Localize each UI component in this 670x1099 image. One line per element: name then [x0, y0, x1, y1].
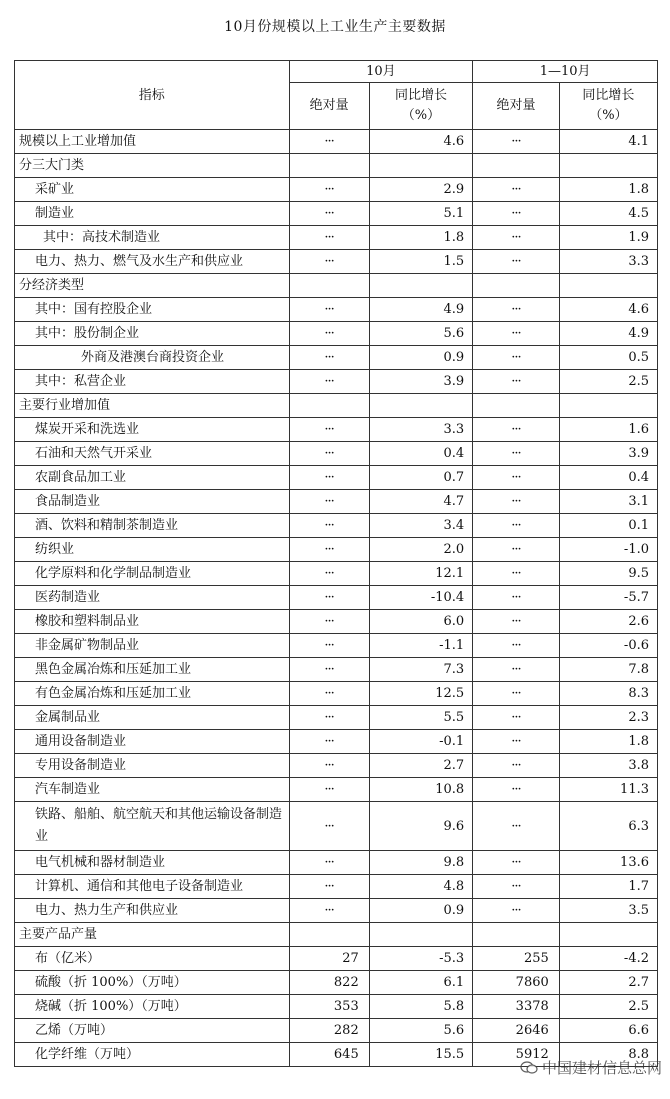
- table-row: [15, 466, 658, 490]
- row-indicator-name: 酒、饮料和精制茶制造业: [15, 514, 290, 538]
- row-indicator-name: 硫酸（折 100%）（万吨）: [15, 971, 290, 995]
- row-indicator-name: 纺织业: [15, 538, 290, 562]
- ytd-yoy-cell: -5.7: [559, 586, 657, 610]
- month-yoy-cell: -5.3: [369, 947, 472, 971]
- ytd-yoy-cell: -1.0: [559, 538, 657, 562]
- table-row: [15, 274, 658, 298]
- month-absolute-cell: [289, 274, 369, 298]
- month-absolute-cell: ···: [289, 298, 369, 322]
- ytd-absolute-cell: ···: [473, 658, 560, 682]
- row-indicator-name: 电力、热力生产和供应业: [15, 899, 290, 923]
- month-absolute-cell: ···: [289, 610, 369, 634]
- row-indicator-name: 农副食品加工业: [15, 466, 290, 490]
- row-indicator-name: 规模以上工业增加值: [15, 130, 290, 154]
- month-absolute-cell: ···: [289, 130, 369, 154]
- month-yoy-cell: 12.1: [369, 562, 472, 586]
- month-absolute-cell: ···: [289, 202, 369, 226]
- month-absolute-cell: ···: [289, 490, 369, 514]
- yoy-unit: （%）: [589, 108, 628, 123]
- row-indicator-name: 主要产品产量: [15, 923, 290, 947]
- ytd-absolute-cell: 7860: [473, 971, 560, 995]
- row-indicator-name: 铁路、船舶、航空航天和其他运输设备制造业: [15, 802, 290, 851]
- table-row: [15, 538, 658, 562]
- month-absolute-cell: ···: [289, 442, 369, 466]
- month-yoy-header: [369, 83, 472, 130]
- row-indicator-name: 主要行业增加值: [15, 394, 290, 418]
- month-yoy-cell: 0.9: [369, 346, 472, 370]
- table-row: [15, 947, 658, 971]
- month-yoy-cell: 6.1: [369, 971, 472, 995]
- ytd-yoy-cell: 8.3: [559, 682, 657, 706]
- table-row: [15, 154, 658, 178]
- ytd-absolute-cell: ···: [473, 442, 560, 466]
- table-row: [15, 586, 658, 610]
- ytd-yoy-cell: 3.1: [559, 490, 657, 514]
- ytd-yoy-cell: 1.8: [559, 178, 657, 202]
- row-indicator-name: 电气机械和器材制造业: [15, 851, 290, 875]
- ytd-yoy-header: [559, 83, 657, 130]
- watermark: [520, 1057, 662, 1078]
- ytd-absolute-cell: ···: [473, 514, 560, 538]
- table-row: [15, 802, 658, 851]
- month-yoy-cell: -0.1: [369, 730, 472, 754]
- row-indicator-name: 分三大门类: [15, 154, 290, 178]
- table-row: [15, 130, 658, 154]
- ytd-absolute-cell: [473, 154, 560, 178]
- month-absolute-cell: ···: [289, 250, 369, 274]
- ytd-yoy-cell: 0.5: [559, 346, 657, 370]
- ytd-yoy-cell: 2.5: [559, 370, 657, 394]
- ytd-absolute-cell: ···: [473, 178, 560, 202]
- month-absolute-cell: [289, 154, 369, 178]
- month-absolute-cell: 645: [289, 1043, 369, 1067]
- row-indicator-name: 橡胶和塑料制品业: [15, 610, 290, 634]
- ytd-absolute-cell: ···: [473, 202, 560, 226]
- month-yoy-cell: 5.1: [369, 202, 472, 226]
- table-row: [15, 634, 658, 658]
- ytd-absolute-cell: ···: [473, 322, 560, 346]
- ytd-absolute-cell: ···: [473, 754, 560, 778]
- table-row: [15, 490, 658, 514]
- row-indicator-name: 非金属矿物制品业: [15, 634, 290, 658]
- month-absolute-cell: ···: [289, 370, 369, 394]
- month-absolute-cell: ···: [289, 658, 369, 682]
- ytd-absolute-cell: ···: [473, 226, 560, 250]
- ytd-absolute-cell: 5912: [473, 1043, 560, 1067]
- table-row: [15, 346, 658, 370]
- ytd-yoy-cell: -4.2: [559, 947, 657, 971]
- ytd-yoy-cell: 2.5: [559, 995, 657, 1019]
- row-indicator-name: 化学纤维（万吨）: [15, 1043, 290, 1067]
- month-yoy-cell: 2.7: [369, 754, 472, 778]
- ytd-yoy-cell: 11.3: [559, 778, 657, 802]
- month-yoy-cell: 15.5: [369, 1043, 472, 1067]
- row-indicator-name: 医药制造业: [15, 586, 290, 610]
- ytd-yoy-cell: 4.6: [559, 298, 657, 322]
- ytd-absolute-cell: ···: [473, 538, 560, 562]
- month-absolute-cell: ···: [289, 802, 369, 851]
- month-yoy-cell: -10.4: [369, 586, 472, 610]
- ytd-yoy-cell: 2.3: [559, 706, 657, 730]
- ytd-absolute-cell: ···: [473, 562, 560, 586]
- month-absolute-cell: ···: [289, 466, 369, 490]
- ytd-yoy-cell: 1.8: [559, 730, 657, 754]
- row-indicator-name: 其中：国有控股企业: [15, 298, 290, 322]
- month-yoy-cell: [369, 154, 472, 178]
- ytd-absolute-cell: [473, 923, 560, 947]
- month-absolute-cell: ···: [289, 754, 369, 778]
- month-absolute-cell: ···: [289, 682, 369, 706]
- ytd-yoy-cell: 4.1: [559, 130, 657, 154]
- ytd-absolute-cell: ···: [473, 634, 560, 658]
- month-absolute-cell: ···: [289, 178, 369, 202]
- month-yoy-cell: 7.3: [369, 658, 472, 682]
- row-indicator-name: 汽车制造业: [15, 778, 290, 802]
- table-body: [15, 130, 658, 1067]
- month-yoy-cell: 2.0: [369, 538, 472, 562]
- row-indicator-name: 其中：高技术制造业: [15, 226, 290, 250]
- table-row: [15, 442, 658, 466]
- month-yoy-cell: 5.6: [369, 1019, 472, 1043]
- ytd-yoy-cell: 0.1: [559, 514, 657, 538]
- ytd-yoy-cell: [559, 923, 657, 947]
- yoy-unit: （%）: [401, 108, 441, 123]
- table-row: [15, 995, 658, 1019]
- row-indicator-name: 食品制造业: [15, 490, 290, 514]
- row-indicator-name: 金属制品业: [15, 706, 290, 730]
- month-yoy-cell: 5.8: [369, 995, 472, 1019]
- table-row: [15, 322, 658, 346]
- table-row: [15, 899, 658, 923]
- row-indicator-name: 布（亿米）: [15, 947, 290, 971]
- table-row: [15, 1019, 658, 1043]
- ytd-absolute-cell: ···: [473, 875, 560, 899]
- row-indicator-name: 石油和天然气开采业: [15, 442, 290, 466]
- month-absolute-cell: ···: [289, 706, 369, 730]
- month-absolute-cell: [289, 394, 369, 418]
- row-indicator-name: 外商及港澳台商投资企业: [15, 346, 290, 370]
- month-yoy-cell: [369, 394, 472, 418]
- ytd-yoy-cell: 6.3: [559, 802, 657, 851]
- ytd-absolute-cell: 3378: [473, 995, 560, 1019]
- month-yoy-cell: 1.5: [369, 250, 472, 274]
- ytd-yoy-cell: 4.9: [559, 322, 657, 346]
- table-row: [15, 298, 658, 322]
- month-header: 10月: [289, 61, 473, 83]
- ytd-absolute-cell: ···: [473, 466, 560, 490]
- ytd-yoy-cell: 8.8: [559, 1043, 657, 1067]
- table-row: [15, 394, 658, 418]
- ytd-absolute-header: 绝对量: [473, 83, 560, 130]
- ytd-absolute-cell: ···: [473, 250, 560, 274]
- table-title: 10月份规模以上工业生产主要数据: [224, 19, 446, 35]
- ytd-yoy-cell: 6.6: [559, 1019, 657, 1043]
- row-indicator-name: 煤炭开采和洗选业: [15, 418, 290, 442]
- ytd-absolute-cell: ···: [473, 802, 560, 851]
- month-yoy-cell: 3.9: [369, 370, 472, 394]
- month-yoy-cell: 0.4: [369, 442, 472, 466]
- table-row: [15, 178, 658, 202]
- month-absolute-cell: ···: [289, 322, 369, 346]
- month-absolute-cell: ···: [289, 562, 369, 586]
- month-absolute-cell: [289, 923, 369, 947]
- month-absolute-cell: ···: [289, 730, 369, 754]
- month-absolute-header: 绝对量: [289, 83, 369, 130]
- table-row: [15, 851, 658, 875]
- month-yoy-cell: 3.3: [369, 418, 472, 442]
- ytd-absolute-cell: [473, 394, 560, 418]
- month-absolute-cell: 353: [289, 995, 369, 1019]
- table-row: [15, 370, 658, 394]
- ytd-yoy-cell: 1.7: [559, 875, 657, 899]
- row-indicator-name: 制造业: [15, 202, 290, 226]
- month-yoy-cell: 9.8: [369, 851, 472, 875]
- month-yoy-cell: 0.9: [369, 899, 472, 923]
- ytd-yoy-cell: 3.3: [559, 250, 657, 274]
- month-yoy-cell: 4.7: [369, 490, 472, 514]
- row-indicator-name: 专用设备制造业: [15, 754, 290, 778]
- table-row: [15, 730, 658, 754]
- table-row: [15, 971, 658, 995]
- month-yoy-cell: 4.6: [369, 130, 472, 154]
- ytd-absolute-cell: ···: [473, 778, 560, 802]
- table-row: [15, 202, 658, 226]
- month-absolute-cell: ···: [289, 634, 369, 658]
- ytd-absolute-cell: ···: [473, 851, 560, 875]
- row-indicator-name: 通用设备制造业: [15, 730, 290, 754]
- wechat-logo-icon: [520, 1061, 538, 1075]
- ytd-yoy-cell: 9.5: [559, 562, 657, 586]
- ytd-yoy-cell: 1.9: [559, 226, 657, 250]
- ytd-absolute-cell: 255: [473, 947, 560, 971]
- indicator-header: 指标: [15, 61, 290, 130]
- month-yoy-cell: 2.9: [369, 178, 472, 202]
- month-absolute-cell: 822: [289, 971, 369, 995]
- table-row: [15, 562, 658, 586]
- month-yoy-cell: 5.5: [369, 706, 472, 730]
- ytd-absolute-cell: ···: [473, 490, 560, 514]
- ytd-header: 1—10月: [473, 61, 658, 83]
- month-absolute-cell: ···: [289, 346, 369, 370]
- month-yoy-cell: 4.8: [369, 875, 472, 899]
- table-row: [15, 754, 658, 778]
- month-absolute-cell: 27: [289, 947, 369, 971]
- month-yoy-cell: 1.8: [369, 226, 472, 250]
- industrial-data-table: [14, 60, 658, 1067]
- row-indicator-name: 黑色金属冶炼和压延加工业: [15, 658, 290, 682]
- ytd-absolute-cell: ···: [473, 298, 560, 322]
- ytd-absolute-cell: ···: [473, 130, 560, 154]
- row-indicator-name: 有色金属冶炼和压延加工业: [15, 682, 290, 706]
- ytd-yoy-cell: [559, 274, 657, 298]
- month-yoy-cell: 9.6: [369, 802, 472, 851]
- yoy-label: 同比增长: [394, 88, 447, 103]
- table-row: [15, 923, 658, 947]
- ytd-yoy-cell: -0.6: [559, 634, 657, 658]
- month-yoy-cell: [369, 923, 472, 947]
- ytd-absolute-cell: ···: [473, 586, 560, 610]
- ytd-yoy-cell: 3.5: [559, 899, 657, 923]
- month-yoy-cell: 5.6: [369, 322, 472, 346]
- ytd-yoy-cell: 13.6: [559, 851, 657, 875]
- row-indicator-name: 烧碱（折 100%）（万吨）: [15, 995, 290, 1019]
- table-row: [15, 682, 658, 706]
- month-yoy-cell: 12.5: [369, 682, 472, 706]
- month-absolute-cell: ···: [289, 226, 369, 250]
- month-absolute-cell: ···: [289, 851, 369, 875]
- ytd-absolute-cell: ···: [473, 706, 560, 730]
- ytd-absolute-cell: ···: [473, 899, 560, 923]
- ytd-yoy-cell: 1.6: [559, 418, 657, 442]
- ytd-yoy-cell: 0.4: [559, 466, 657, 490]
- month-yoy-cell: 0.7: [369, 466, 472, 490]
- yoy-label: 同比增长: [582, 88, 635, 103]
- row-indicator-name: 采矿业: [15, 178, 290, 202]
- month-yoy-cell: 3.4: [369, 514, 472, 538]
- month-yoy-cell: [369, 274, 472, 298]
- month-absolute-cell: ···: [289, 418, 369, 442]
- month-absolute-cell: ···: [289, 899, 369, 923]
- ytd-absolute-cell: ···: [473, 730, 560, 754]
- month-absolute-cell: ···: [289, 538, 369, 562]
- ytd-yoy-cell: 3.8: [559, 754, 657, 778]
- ytd-yoy-cell: [559, 394, 657, 418]
- month-absolute-cell: ···: [289, 586, 369, 610]
- month-absolute-cell: ···: [289, 514, 369, 538]
- ytd-yoy-cell: 2.6: [559, 610, 657, 634]
- ytd-yoy-cell: 4.5: [559, 202, 657, 226]
- ytd-absolute-cell: ···: [473, 610, 560, 634]
- table-row: [15, 658, 658, 682]
- month-yoy-cell: 10.8: [369, 778, 472, 802]
- month-yoy-cell: 6.0: [369, 610, 472, 634]
- month-yoy-cell: 4.9: [369, 298, 472, 322]
- month-absolute-cell: ···: [289, 875, 369, 899]
- table-row: [15, 610, 658, 634]
- table-row: [15, 875, 658, 899]
- table-row: [15, 706, 658, 730]
- row-indicator-name: 分经济类型: [15, 274, 290, 298]
- row-indicator-name: 其中：股份制企业: [15, 322, 290, 346]
- table-row: [15, 250, 658, 274]
- table-row: [15, 418, 658, 442]
- month-yoy-cell: -1.1: [369, 634, 472, 658]
- ytd-yoy-cell: 2.7: [559, 971, 657, 995]
- row-indicator-name: 计算机、通信和其他电子设备制造业: [15, 875, 290, 899]
- table-row: [15, 226, 658, 250]
- ytd-yoy-cell: [559, 154, 657, 178]
- ytd-absolute-cell: ···: [473, 418, 560, 442]
- ytd-absolute-cell: [473, 274, 560, 298]
- row-indicator-name: 其中：私营企业: [15, 370, 290, 394]
- ytd-absolute-cell: 2646: [473, 1019, 560, 1043]
- ytd-absolute-cell: ···: [473, 370, 560, 394]
- ytd-absolute-cell: ···: [473, 346, 560, 370]
- ytd-yoy-cell: 3.9: [559, 442, 657, 466]
- row-indicator-name: 乙烯（万吨）: [15, 1019, 290, 1043]
- month-absolute-cell: ···: [289, 778, 369, 802]
- table-row: [15, 514, 658, 538]
- ytd-yoy-cell: 7.8: [559, 658, 657, 682]
- row-indicator-name: 化学原料和化学制品制造业: [15, 562, 290, 586]
- watermark-text: 中国建材信息总网: [541, 1059, 662, 1077]
- ytd-absolute-cell: ···: [473, 682, 560, 706]
- month-absolute-cell: 282: [289, 1019, 369, 1043]
- table-row: [15, 778, 658, 802]
- row-indicator-name: 电力、热力、燃气及水生产和供应业: [15, 250, 290, 274]
